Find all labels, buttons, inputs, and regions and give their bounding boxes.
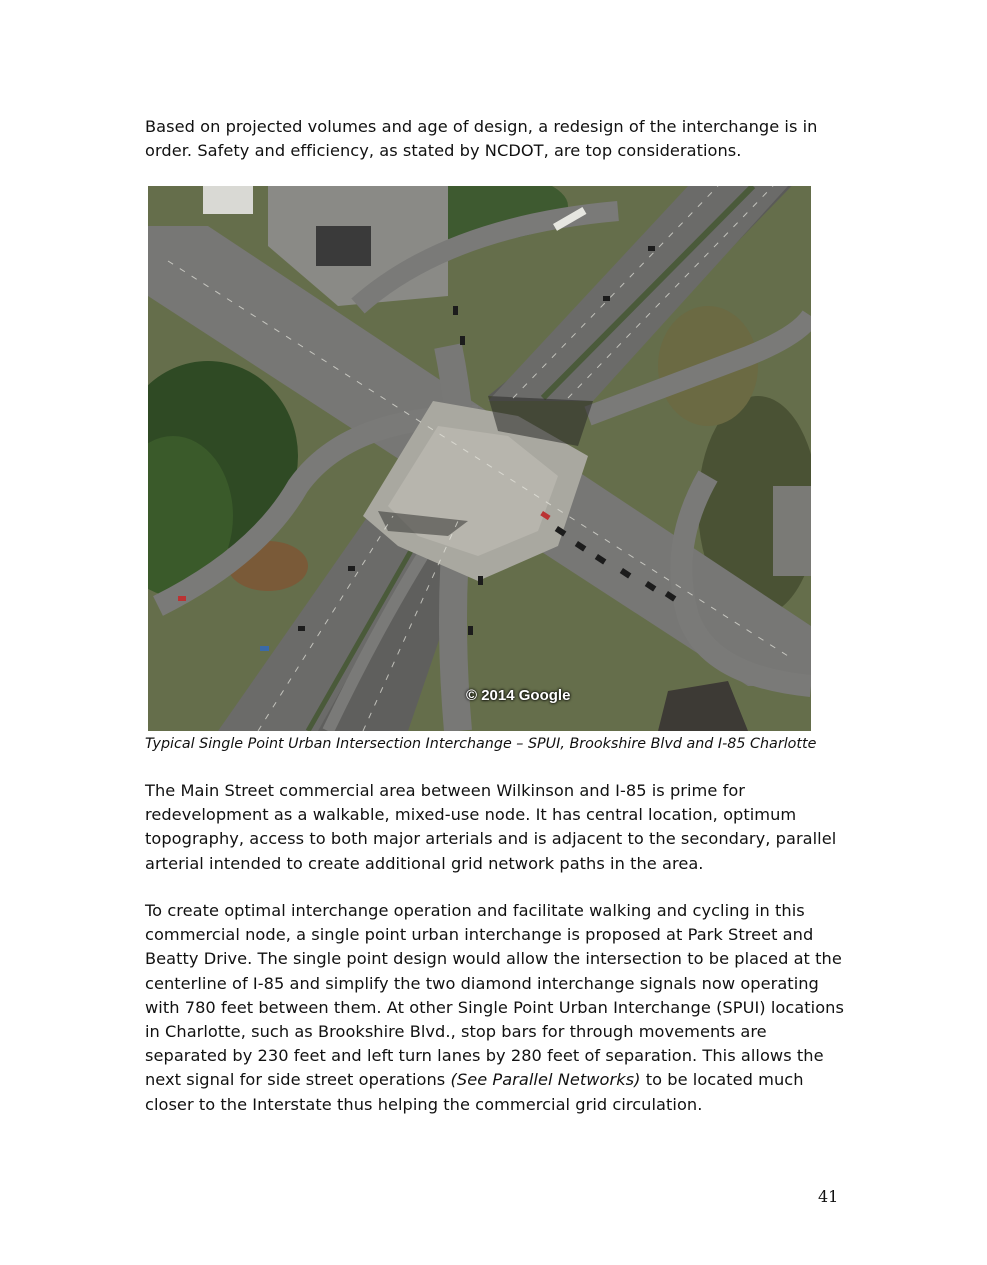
intro-paragraph: [145, 115, 845, 163]
body-paragraph-2: [145, 779, 845, 876]
body-paragraph-3: [145, 899, 845, 1117]
figure-caption: Typical Single Point Urban Intersection Interchange – SPUI, Brookshire Blvd and I-85 Charlotte: [145, 736, 817, 752]
paragraph-3-text-end: to be located much closer to the Interstate thus helping the commercial grid circulation.: [145, 1070, 804, 1114]
paragraph-3-text-start: To create optimal interchange operation and facilitate walking and cycling in this commercial node, a single point urban interchange is proposed at Park Street and Beatty Drive. The single point design would allow the intersection to be placed at the centerline of I-85 and simplify the two diamond interchange signals now operating with 780 feet between them. At other Single Point Urban Interchange (SPUI) locations in Charlotte, such as Brookshire Blvd., stop bars for through movements are separated by 230 feet and left turn lanes by 280 feet of separation. This allows the next signal for side street operations: [145, 901, 844, 1090]
page-number: 41: [818, 1187, 839, 1206]
aerial-photo-spui-interchange: [148, 186, 811, 731]
aerial-photo-illustration: [148, 186, 811, 731]
paragraph-3-text: [145, 899, 845, 1117]
google-watermark: © 2014 Google: [466, 687, 571, 704]
parallel-networks-reference: (See Parallel Networks): [450, 1070, 641, 1090]
intro-text: Based on projected volumes and age of design, a redesign of the interchange is in order. Safety and efficiency, as stated by NCDOT, are top considerations.: [145, 117, 818, 161]
paragraph-2-text: The Main Street commercial area between Wilkinson and I-85 is prime for redevelopment as a walkable, mixed-use node. It has central location, optimum topography, access to both major arterials and is adjacent to the secondary, parallel arterial intended to create additional grid network paths in the area.: [145, 781, 837, 873]
